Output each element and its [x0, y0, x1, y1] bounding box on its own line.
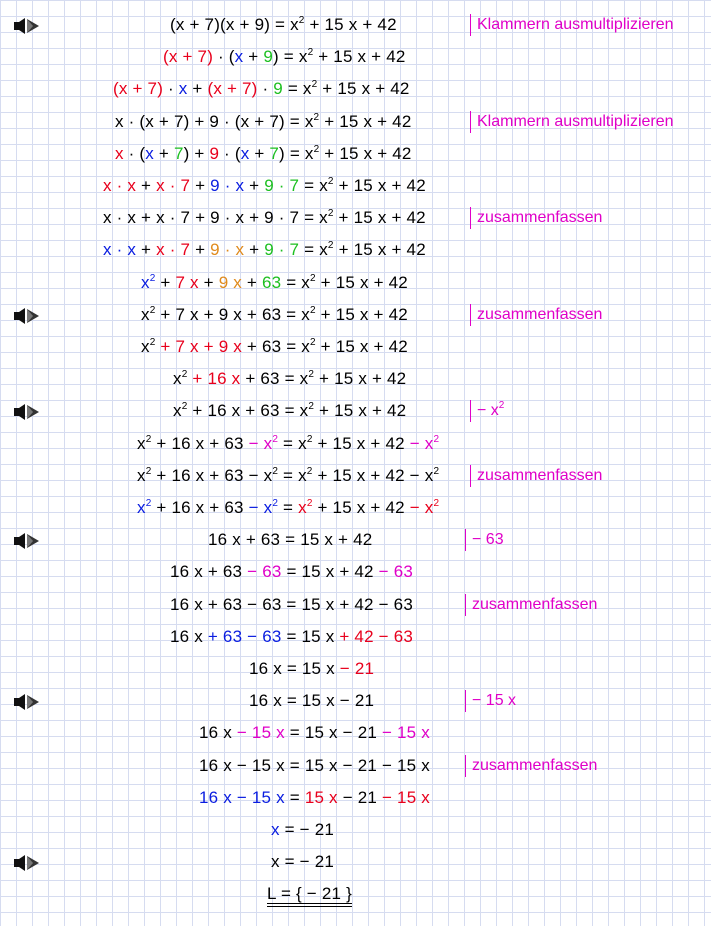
term: 16 x − 15 x = 15 x − 21 − 15 x: [199, 755, 430, 775]
step-annotation: − 63: [465, 529, 504, 551]
term: ) +: [183, 143, 210, 163]
equation-row: [0, 141, 711, 171]
term: + 63 = x: [241, 337, 310, 356]
term: + 42 − 63: [339, 626, 414, 646]
equation-row: [0, 205, 711, 235]
term: x: [271, 820, 280, 839]
equation: [170, 561, 413, 583]
term: +: [198, 272, 219, 292]
term: ·: [163, 79, 179, 99]
equation-row: [0, 302, 711, 332]
term: − x: [409, 498, 434, 517]
equation: [170, 626, 413, 648]
equation-row: [0, 366, 711, 396]
term: = x: [299, 240, 328, 260]
equation-row: [0, 720, 711, 750]
equation-row: [0, 270, 711, 300]
term: 9 · 7: [264, 176, 300, 195]
term: +: [242, 272, 262, 292]
term: = 15 x − 21: [284, 723, 382, 743]
term: +: [244, 240, 265, 260]
term: 16 x + 63: [170, 562, 248, 582]
step-annotation: zusammenfassen: [470, 465, 602, 487]
term: + 63 = x: [240, 369, 309, 389]
term: +: [190, 176, 211, 195]
term: x: [178, 79, 188, 99]
term: + 15 x + 42: [315, 272, 408, 292]
term: − x: [248, 433, 273, 453]
term: 7: [173, 143, 184, 163]
equation-row: [0, 12, 711, 42]
term: + 63 − 63: [207, 626, 282, 646]
term: + 15 x + 42: [314, 369, 407, 389]
term: 16 x = 15 x: [249, 659, 340, 678]
term: = x: [278, 433, 307, 453]
term: + 15 x + 42: [312, 433, 410, 453]
equation-row: [0, 44, 711, 74]
exponent: 2: [313, 143, 320, 155]
step-annotation: zusammenfassen: [470, 207, 602, 229]
term: x · (x + 7) + 9 · (x + 7) = x: [115, 111, 314, 131]
term: 9 · 7: [264, 240, 300, 260]
term: x · 7: [156, 240, 191, 260]
equation: [137, 433, 439, 455]
equation: [249, 690, 374, 712]
exponent: 2: [149, 272, 156, 284]
equation-row: [0, 881, 711, 911]
term: (: [228, 47, 235, 67]
term: 15 x: [304, 787, 338, 807]
equation: [103, 207, 426, 229]
term: = 15 x + 42: [281, 562, 379, 582]
term: 16 x + 63 − 63 = 15 x + 42 − 63: [170, 594, 413, 614]
equation: [173, 400, 406, 422]
exponent: 2: [145, 498, 152, 509]
equation: [115, 143, 412, 165]
exponent: 2: [306, 465, 313, 477]
term: 63: [261, 272, 282, 292]
equation-row: [0, 624, 711, 654]
term: x: [240, 143, 250, 163]
term: =: [278, 498, 299, 517]
term: = 15 x: [281, 626, 340, 646]
exponent: 2: [145, 465, 152, 477]
term: = x: [278, 465, 307, 485]
term: x: [298, 498, 307, 517]
equation: [271, 819, 334, 841]
equation-row: [0, 173, 711, 203]
exponent: 2: [272, 433, 279, 445]
term: 9 · x: [210, 240, 245, 260]
term: x: [137, 498, 146, 517]
term: + 15 x + 42 − x: [312, 465, 434, 485]
term: x = − 21: [271, 852, 335, 872]
term: + 15 x + 42: [319, 143, 412, 163]
term: − 15 x: [236, 723, 285, 743]
term: x: [115, 143, 124, 163]
term: 16 x = 15 x − 21: [249, 691, 375, 711]
term: − x: [248, 498, 273, 517]
term: x: [141, 272, 150, 292]
equation-row: [0, 753, 711, 783]
exponent: 2: [433, 498, 440, 509]
exponent: 2: [309, 304, 316, 316]
equation-row: [0, 688, 711, 718]
term: ): [273, 47, 279, 67]
term: +: [190, 240, 211, 260]
term: +: [249, 143, 270, 163]
equation: [199, 755, 430, 777]
term: x · x + x · 7 + 9 · x + 9 · 7 = x: [103, 208, 328, 228]
equation: [199, 787, 430, 809]
exponent: 2: [313, 111, 320, 123]
exponent: 2: [181, 369, 188, 381]
step-annotation: zusammenfassen: [465, 594, 597, 616]
exponent: 2: [306, 433, 313, 445]
equation-row: [0, 817, 711, 847]
equation: [141, 336, 408, 358]
term: − 15 x: [381, 787, 430, 807]
equation-row: [0, 527, 711, 557]
term: + 15 x + 42: [313, 47, 406, 67]
speaker-arrow-icon[interactable]: [12, 306, 42, 326]
exponent: 2: [149, 304, 156, 316]
term: + 15 x + 42: [333, 240, 426, 260]
term: + 15 x + 42: [312, 498, 410, 517]
term: + 7 x + 9 x: [155, 337, 242, 356]
term: x: [141, 304, 150, 324]
term: + 16 x + 63: [151, 498, 249, 517]
equation: [199, 722, 430, 744]
exponent: 2: [433, 465, 440, 477]
term: x: [137, 465, 146, 485]
term: 16 x − 15 x: [199, 787, 285, 807]
equation-row: [0, 398, 711, 428]
term: x: [173, 401, 182, 421]
exponent: 2: [309, 272, 316, 284]
term: + 15 x + 42: [315, 304, 408, 324]
term: + 16 x + 63 − x: [151, 465, 273, 485]
term: · (: [123, 143, 146, 163]
equation-row: [0, 237, 711, 267]
term: (x + 7): [113, 79, 164, 99]
equation: [141, 304, 408, 326]
term: +: [136, 176, 157, 195]
equation: [115, 111, 412, 133]
term: 16 x + 63 = 15 x + 42: [208, 530, 373, 550]
term: 9: [209, 143, 220, 163]
speaker-arrow-icon[interactable]: [12, 16, 42, 36]
equation: [103, 239, 426, 261]
exponent: 2: [309, 337, 316, 348]
term: − x: [409, 433, 434, 453]
term: 9 · x: [210, 176, 245, 195]
step-annotation: zusammenfassen: [470, 304, 602, 326]
term: x: [145, 143, 154, 163]
term: + 16 x + 63: [151, 433, 249, 453]
equation: [141, 272, 408, 294]
term: − 15 x: [381, 723, 430, 743]
term: (x + 7): [207, 79, 258, 99]
equation: [137, 497, 439, 519]
term: 16 x: [199, 723, 237, 743]
term: (x + 7)(x + 9) = x: [170, 15, 299, 34]
step-annotation: Klammern ausmultiplizieren: [470, 14, 674, 36]
term: 7: [269, 143, 280, 163]
exponent: 2: [298, 15, 305, 26]
exponent: 2: [327, 176, 334, 187]
step-annotation: Klammern ausmultiplizieren: [470, 111, 674, 133]
term: +: [243, 47, 264, 67]
speaker-arrow-icon[interactable]: [12, 692, 42, 712]
term: + 15 x + 42: [319, 111, 412, 131]
term: + 7 x + 9 x + 63 = x: [155, 304, 310, 324]
term: − 21: [339, 659, 375, 678]
term: 7 x: [175, 272, 199, 292]
term: =: [284, 787, 305, 807]
equation-row: [0, 495, 711, 525]
equation: [170, 14, 397, 36]
term: = x: [281, 272, 310, 292]
step-annotation: zusammenfassen: [465, 755, 597, 777]
exponent: 2: [327, 208, 334, 220]
equation-row: [0, 334, 711, 364]
equation-row: [0, 656, 711, 686]
equation-row: [0, 592, 711, 622]
equation: [103, 175, 426, 197]
equation: [113, 78, 410, 100]
term: x · 7: [156, 176, 191, 195]
exponent: 2: [308, 369, 315, 381]
equation-row: [0, 76, 711, 106]
term: ) = x: [279, 143, 314, 163]
equation: [208, 529, 372, 551]
term: x: [173, 369, 182, 389]
term: + 15 x + 42: [304, 15, 397, 34]
equation-row: [0, 559, 711, 589]
term: + 16 x: [187, 369, 241, 389]
equation: [137, 465, 439, 487]
equation: [173, 368, 406, 390]
step-annotation: − 15 x: [465, 690, 516, 712]
equation-row: [0, 785, 711, 815]
term: (x + 7): [163, 47, 214, 67]
term: +: [155, 272, 176, 292]
equation: [163, 46, 406, 68]
term: + 15 x + 42: [317, 79, 410, 99]
equation: [170, 594, 413, 616]
exponent: 2: [149, 337, 156, 348]
exponent: 2: [307, 47, 314, 59]
exponent: 2: [327, 240, 334, 252]
term: = − 21: [279, 820, 335, 839]
equation: [249, 658, 374, 680]
term: − 21: [337, 787, 382, 807]
term: +: [244, 176, 265, 195]
term: − 63: [378, 562, 414, 582]
term: − 63: [247, 562, 282, 582]
solution-set: [267, 883, 352, 905]
step-annotation: − $x^2$: [470, 400, 504, 422]
term: = x: [278, 47, 308, 67]
equation-row: [0, 849, 711, 879]
term: x: [141, 337, 150, 356]
term: 9: [273, 79, 283, 99]
equation-row: [0, 431, 711, 461]
speaker-arrow-icon[interactable]: [12, 853, 42, 873]
term: x: [137, 433, 146, 453]
term: 9: [263, 47, 273, 67]
term: ·: [213, 47, 229, 67]
term: x: [234, 47, 244, 67]
term: x · x: [103, 240, 137, 260]
term: L = { − 21 }: [267, 884, 352, 904]
exponent: 2: [272, 498, 279, 509]
equation: [271, 851, 334, 873]
exponent: 2: [145, 433, 152, 445]
exponent: 2: [181, 401, 188, 413]
term: x · x: [103, 176, 137, 195]
exponent: 2: [272, 465, 279, 477]
speaker-arrow-icon[interactable]: [12, 402, 42, 422]
term: = x: [299, 176, 328, 195]
equation-row: [0, 109, 711, 139]
term: +: [187, 79, 208, 99]
term: = x: [282, 79, 312, 99]
term: + 16 x + 63 = x: [187, 401, 309, 421]
term: + 15 x + 42: [315, 337, 408, 356]
term: 9 x: [218, 272, 242, 292]
exponent: 2: [308, 401, 315, 413]
term: 16 x: [170, 626, 208, 646]
term: + 15 x + 42: [333, 208, 426, 228]
speaker-arrow-icon[interactable]: [12, 531, 42, 551]
term: + 15 x + 42: [314, 401, 407, 421]
term: +: [136, 240, 157, 260]
term: · (: [219, 143, 241, 163]
exponent: 2: [433, 433, 440, 445]
exponent: 2: [311, 79, 318, 91]
term: + 15 x + 42: [333, 176, 426, 195]
exponent: 2: [306, 498, 313, 509]
term: ·: [257, 79, 274, 99]
term: +: [153, 143, 174, 163]
equation-row: [0, 463, 711, 493]
